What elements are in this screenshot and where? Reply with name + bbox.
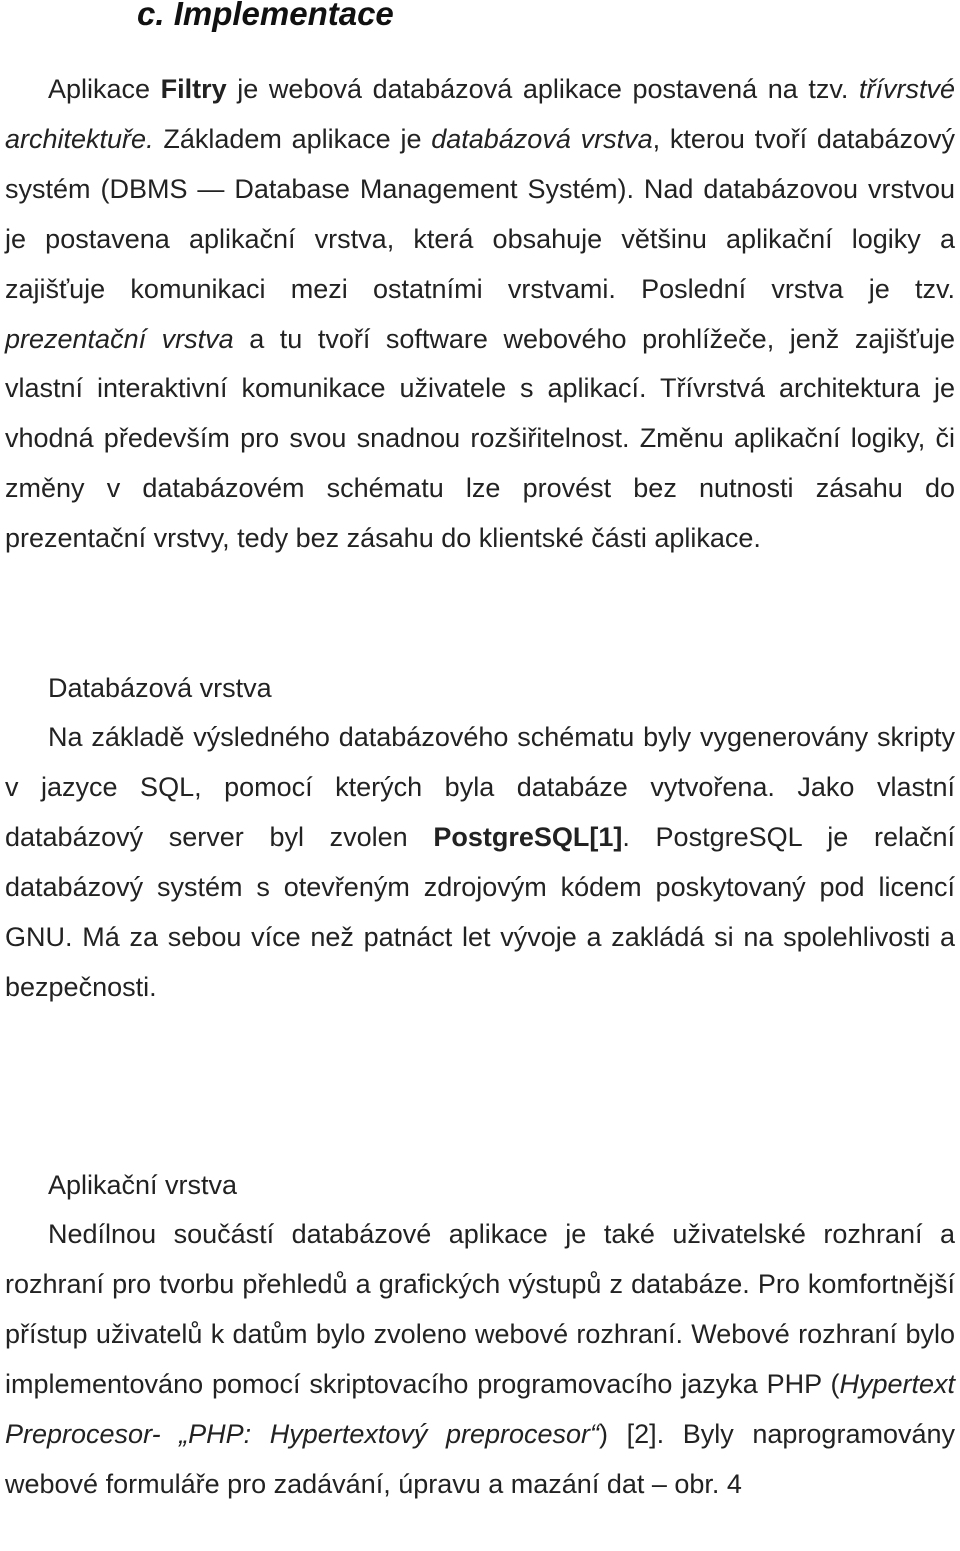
intro-text-5: a tu tvoří software webového prohlížeče, jenž zajišťuje vlastní interaktivní komunikace uživatele s aplikací. Třívrstvá architektura je vhodná především pro svou snadnou rozšiřitelnost. Změnu aplikační logiky, či změny v databázovém schématu lze provést bez nutnosti zásahu do prezentační vrstvy, tedy bez zásahu do klientské části aplikace. — [5, 323, 955, 554]
php-expansion: Hypertext Preprocesor- „PHP: Hypertextový preprocesor“ — [5, 1368, 955, 1449]
app-text-2: ) [2]. Byly naprogramovány webové formuláře pro zadávání, úpravu a mazání dat – obr. 4 — [5, 1418, 955, 1499]
app-name: Filtry — [160, 74, 227, 104]
postgresql-reference: PostgreSQL[1] — [433, 821, 623, 852]
application-layer-heading: Aplikační vrstva — [48, 1170, 238, 1200]
application-layer-paragraph — [5, 1210, 955, 1509]
database-layer-heading: Databázová vrstva — [48, 673, 272, 703]
intro-term-presentation-layer: prezentační vrstva — [5, 323, 234, 354]
intro-text-2: je webová databázová aplikace postavená na tzv. — [226, 74, 859, 104]
intro-paragraph — [5, 65, 955, 564]
intro-term-three-tier: třívrstvé architektuře. — [5, 74, 955, 154]
intro-text-3: Základem aplikace je — [153, 123, 432, 154]
database-layer-paragraph — [5, 713, 955, 1012]
db-text-2: . PostgreSQL je relační databázový systém s otevřeným zdrojovým kódem poskytovaný pod licencí GNU. Má za sebou více než patnáct let vývoje a zakládá si na spolehlivosti a bezpečnosti. — [5, 821, 955, 1002]
section-heading: c. Implementace — [137, 0, 394, 32]
intro-term-db-layer: databázová vrstva — [431, 123, 653, 154]
intro-text-1: Aplikace — [48, 74, 161, 104]
app-text-1: Nedílnou součástí databázové aplikace je také uživatelské rozhraní a rozhraní pro tvorbu přehledů a grafických výstupů z databáze. Pro komfortnější přístup uživatelů k datům bylo zvoleno webové rozhraní. Webové rozhraní bylo implementováno pomocí skriptovacího programovacího jazyka PHP ( — [5, 1219, 955, 1399]
intro-text-4: , kterou tvoří databázový systém (DBMS — Database Management Systém). Nad databázovou vrstvou je postavena aplikační vrstva, která obsahuje většinu aplikační logiky a zajišťuje komunikaci mezi ostatními vrstvami. Poslední vrstva je tzv. — [5, 123, 955, 304]
db-text-1: Na základě výsledného databázového schématu byly vygenerovány skripty v jazyce SQL, pomocí kterých byla databáze vytvořena. Jako vlastní databázový server byl zvolen — [5, 722, 955, 852]
